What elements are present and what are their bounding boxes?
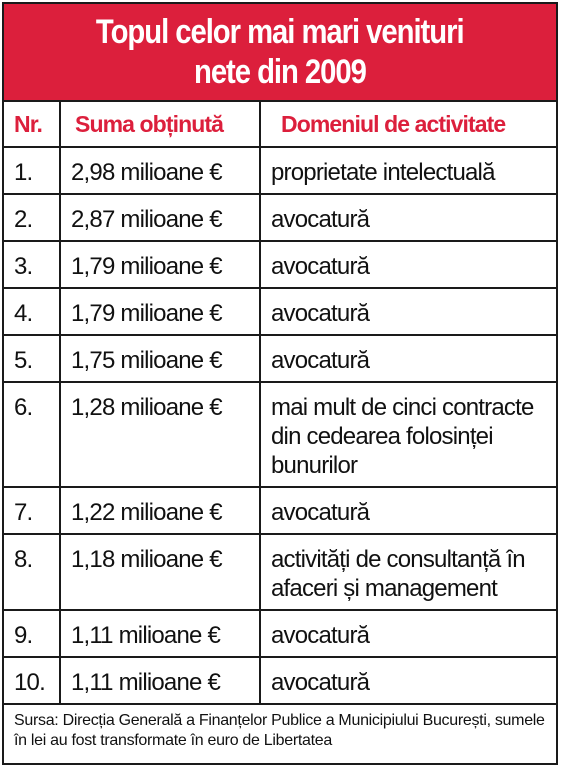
cell-domeniu: avocatură bbox=[260, 657, 556, 704]
cell-suma: 1,79 milioane € bbox=[60, 288, 260, 335]
income-table bbox=[4, 102, 556, 705]
table-row bbox=[4, 147, 556, 194]
table-row bbox=[4, 534, 556, 610]
cell-suma: 1,18 milioane € bbox=[60, 534, 260, 610]
cell-nr: 6. bbox=[4, 382, 60, 487]
cell-suma: 2,98 milioane € bbox=[60, 147, 260, 194]
cell-nr: 9. bbox=[4, 610, 60, 657]
table-row bbox=[4, 288, 556, 335]
title-line-1: Topul celor mai mari venituri bbox=[96, 13, 464, 51]
table-row bbox=[4, 487, 556, 534]
title-line-2: nete din 2009 bbox=[194, 53, 366, 91]
cell-suma: 1,28 milioane € bbox=[60, 382, 260, 487]
cell-domeniu: avocatură bbox=[260, 335, 556, 382]
cell-suma: 1,22 milioane € bbox=[60, 487, 260, 534]
cell-suma: 1,11 milioane € bbox=[60, 657, 260, 704]
cell-nr: 4. bbox=[4, 288, 60, 335]
infographic-box bbox=[2, 2, 558, 765]
title-banner bbox=[4, 4, 556, 102]
cell-suma: 2,87 milioane € bbox=[60, 194, 260, 241]
cell-domeniu: avocatură bbox=[260, 241, 556, 288]
cell-nr: 5. bbox=[4, 335, 60, 382]
header-nr: Nr. bbox=[4, 102, 60, 147]
cell-nr: 2. bbox=[4, 194, 60, 241]
cell-domeniu: avocatură bbox=[260, 487, 556, 534]
cell-nr: 3. bbox=[4, 241, 60, 288]
source-note: Sursa: Direcția Generală a Finanțelor Publice a Municipiului București, sumele în lei au fost transformate în euro de Libertatea bbox=[14, 712, 545, 749]
cell-domeniu: avocatură bbox=[260, 288, 556, 335]
cell-domeniu: avocatură bbox=[260, 194, 556, 241]
cell-domeniu: activități de consultanță în afaceri și management bbox=[260, 534, 556, 610]
cell-domeniu: avocatură bbox=[260, 610, 556, 657]
cell-nr: 1. bbox=[4, 147, 60, 194]
cell-nr: 7. bbox=[4, 487, 60, 534]
header-suma: Suma obținută bbox=[60, 102, 260, 147]
cell-domeniu: mai mult de cinci contracte din cedearea folosinței bunurilor bbox=[260, 382, 556, 487]
cell-suma: 1,75 milioane € bbox=[60, 335, 260, 382]
cell-nr: 8. bbox=[4, 534, 60, 610]
cell-domeniu: proprietate intelectuală bbox=[260, 147, 556, 194]
table-row bbox=[4, 335, 556, 382]
table-row bbox=[4, 241, 556, 288]
cell-suma: 1,11 milioane € bbox=[60, 610, 260, 657]
table-row bbox=[4, 610, 556, 657]
header-domeniu: Domeniul de activitate bbox=[260, 102, 556, 147]
cell-nr: 10. bbox=[4, 657, 60, 704]
table-header-row bbox=[4, 102, 556, 147]
table-row bbox=[4, 382, 556, 487]
cell-suma: 1,79 milioane € bbox=[60, 241, 260, 288]
table-row bbox=[4, 194, 556, 241]
table-row bbox=[4, 657, 556, 704]
